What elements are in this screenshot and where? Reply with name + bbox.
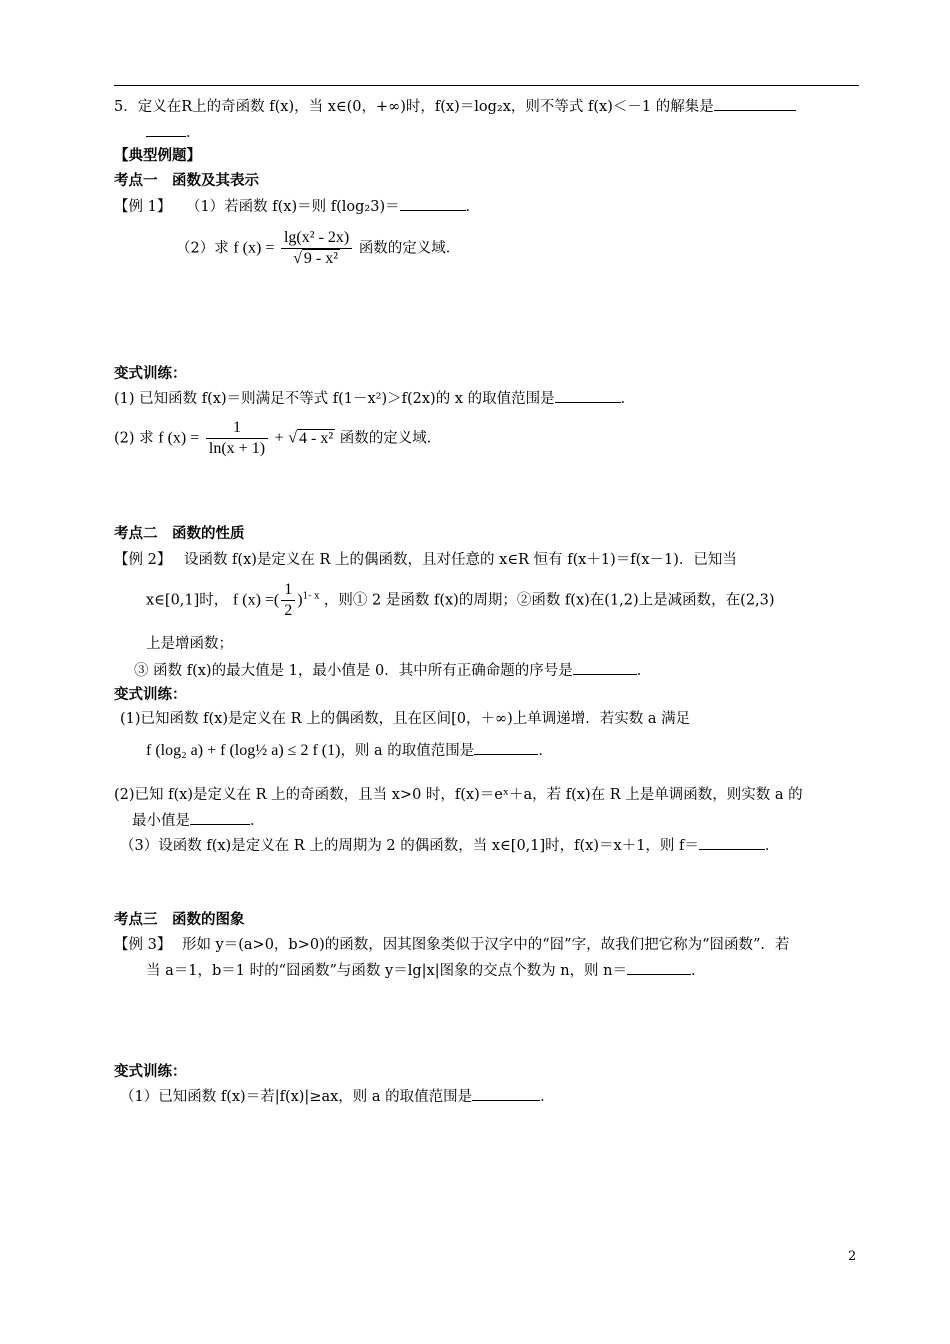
bianshi2-q3: （3）设函数 f(x)是定义在 R 上的周期为 2 的偶函数，当 x∈[0,1]时，f(x)＝x＋1，则 f＝ ． xyxy=(120,835,779,856)
answer-blank xyxy=(699,835,765,850)
q5-line2: ． xyxy=(146,122,201,143)
answer-blank xyxy=(555,388,621,403)
ex3-tag: 【例 3】 xyxy=(114,937,172,953)
bianshi2-q2-line1: (2)已知 f(x)是定义在 R 上的奇函数，且当 x>0 时，f(x)＝eˣ＋a，若 f(x)在 R 上是单调函数，则实数 a 的 xyxy=(114,787,803,803)
ex1-tag: 【例 1】 xyxy=(114,199,172,215)
answer-blank xyxy=(146,122,186,137)
answer-blank xyxy=(400,196,466,211)
ex2-line2: x∈[0,1]时， f (x) =( $\frac{1}{2}$ )$^{1- x}$ ，则① 2 是函数 f(x)的周期；②函数 f(x)在(1,2)上是减函数，在(2,3) xyxy=(146,581,775,619)
section-kaodian3: 考点三 函数的图象 xyxy=(114,912,245,928)
ex2-line4: ③ 函数 f(x)的最大值是 1，最小值是 0．其中所有正确命题的序号是 ． xyxy=(134,660,651,681)
ex1-part2: （2）求 f (x) = $\frac{\text{lg(x² - 2x)}}{\text{√ 9 - x²}}$ 函数的定义域． xyxy=(176,229,461,267)
ex2-tag: 【例 2】 xyxy=(114,552,172,568)
bianshi1-fraction: $\frac{1}{\ln(x + 1)}$ xyxy=(206,418,268,459)
ex3-line1: 【例 3】 形如 y＝(a>0，b>0)的函数，因其图象类似于汉字中的“囧”字，故我们把它称为“囧函数”．若 xyxy=(114,937,790,953)
ex2-line1: 【例 2】 设函数 f(x)是定义在 R 上的偶函数，且对任意的 x∈R 恒有 f(x＋1)＝f(x－1)．已知当 xyxy=(114,552,737,568)
answer-blank xyxy=(474,740,538,755)
page-number: 2 xyxy=(848,1249,857,1264)
q5-line1: 5．定义在R上的奇函数 f(x)，当 x∈(0，+∞)时，f(x)＝log₂x，则不等式 f(x)＜－1 的解集是 xyxy=(114,96,796,117)
bianshi1-q2: (2) 求 f (x) = $\frac{1}{\ln(x + 1)}$ + √ 4 - x² 函数的定义域． xyxy=(114,419,442,457)
answer-blank xyxy=(627,960,691,975)
header-rule xyxy=(114,85,859,86)
answer-blank xyxy=(190,810,250,825)
ex2-fraction: $\frac{1}{2}$ xyxy=(281,580,295,621)
answer-blank xyxy=(573,660,637,675)
ex2-line3: 上是增函数； xyxy=(146,636,233,652)
bianshi2-q1-line1: (1)已知函数 f(x)是定义在 R 上的偶函数，且在区间[0，＋∞)上单调递增．若实数 a 满足 xyxy=(120,711,691,727)
bianshi3-title: 变式训练： xyxy=(114,1064,187,1080)
answer-blank xyxy=(472,1086,540,1101)
ex1-fraction: $\frac{\text{lg(x² - 2x)}}{\text{√ 9 - x²}}$ xyxy=(281,228,352,269)
section-kaodian2: 考点二 函数的性质 xyxy=(114,526,245,542)
bianshi2-q1-line2: f (log₂ a) + f (log½ a) ≤ 2 f (1)，则 a 的取值范围是 ． xyxy=(146,742,553,759)
answer-blank xyxy=(714,96,796,111)
bianshi1-q1: (1) 已知函数 f(x)＝则满足不等式 f(1－x²)＞f(2x)的 x 的取值范围是 ． xyxy=(114,388,635,409)
bianshi3-q1: （1）已知函数 f(x)＝若|f(x)|≥ax，则 a 的取值范围是 ． xyxy=(120,1086,555,1107)
ex3-line2: 当 a＝1，b＝1 时的“囧函数”与函数 y＝lg|x|图象的交点个数为 n，则 n＝ ． xyxy=(146,960,705,981)
ex1-part1: 【例 1】 （1）若函数 f(x)＝则 f(log₂3)＝ ． xyxy=(114,196,480,217)
bianshi2-q2-line2: 最小值是 ． xyxy=(132,810,265,831)
section-kaodian1: 考点一 函数及其表示 xyxy=(114,173,259,189)
bianshi1-title: 变式训练： xyxy=(114,366,187,382)
examples-heading: 【典型例题】 xyxy=(114,148,201,164)
bianshi2-title: 变式训练： xyxy=(114,687,187,703)
